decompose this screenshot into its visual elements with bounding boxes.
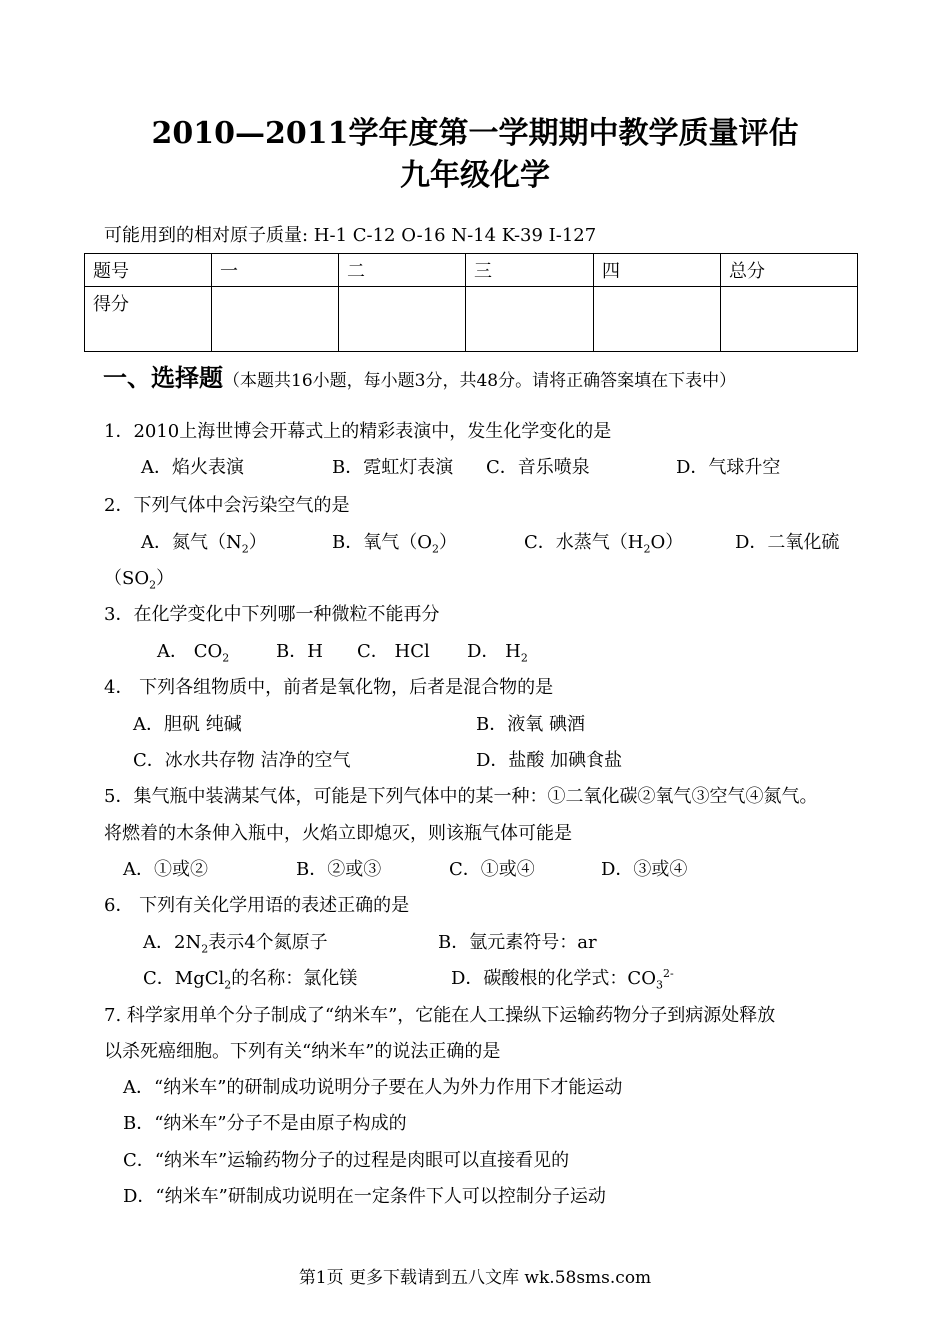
q3-option-c: C． HCl <box>357 641 430 662</box>
q6-option-d: D．碳酸根的化学式：$CO_3^{2-}$ <box>451 967 674 992</box>
q1-option-c: C．音乐喷泉 <box>486 457 590 478</box>
q7-option-d: D．“纳米车”研制成功说明在一定条件下人可以控制分子运动 <box>123 1186 606 1207</box>
q3-option-d: D． $H_2$ <box>467 641 528 665</box>
q7-option-c: C．“纳米车”运输药物分子的过程是肉眼可以直接看见的 <box>123 1150 570 1171</box>
page-footer: 第1页 更多下载请到五八文库 wk.58sms.com <box>298 1268 652 1288</box>
question-5-cont: 将燃着的木条伸入瓶中，火焰立即熄灭，则该瓶气体可能是 <box>104 823 572 844</box>
question-7-cont: 以杀死癌细胞。下列有关“纳米车”的说法正确的是 <box>104 1041 501 1062</box>
q7-option-a: A．“纳米车”的研制成功说明分子要在人为外力作用下才能运动 <box>123 1077 623 1098</box>
score-cell[interactable] <box>721 287 858 352</box>
q1-option-b: B．霓虹灯表演 <box>332 457 454 478</box>
section-title: 一、选择题 <box>103 363 223 392</box>
question-7: 7. 科学家用单个分子制成了“纳米车”，它能在人工操纵下运输药物分子到病源处释放 <box>104 1005 776 1026</box>
q7-option-b: B．“纳米车”分子不是由原子构成的 <box>123 1113 407 1134</box>
table-cell: 三 <box>466 254 594 287</box>
q5-option-a: A．①或② <box>123 859 208 880</box>
score-cell[interactable] <box>212 287 339 352</box>
q3-option-b: B．H <box>276 641 323 662</box>
q2-option-d: D．二氧化硫 <box>735 532 840 553</box>
score-cell[interactable] <box>339 287 466 352</box>
question-6: 6． 下列有关化学用语的表述正确的是 <box>104 895 410 916</box>
q2-option-d-cont: $(SO_2)$ <box>104 568 175 592</box>
table-cell: 二 <box>339 254 466 287</box>
table-cell: 总分 <box>721 254 858 287</box>
question-5: 5．集气瓶中装满某气体，可能是下列气体中的某一种：①二氧化碳②氧气③空气④氮气。 <box>104 786 818 807</box>
q6-option-a: A．$2N_2$表示4个氮原子 <box>143 932 328 956</box>
q4-option-c: C．冰水共存物 洁净的空气 <box>133 750 351 771</box>
q4-option-a: A．胆矾 纯碱 <box>133 714 242 735</box>
q3-option-a: A． $CO_2$ <box>157 641 230 665</box>
score-table-score-row <box>85 287 858 352</box>
q2-option-c: C．水蒸气$(H_2O)$ <box>524 532 684 556</box>
score-table-header-row <box>85 254 858 287</box>
q6-option-b: B．氩元素符号：ar <box>438 932 597 953</box>
q1-option-a: A．焰火表演 <box>141 457 244 478</box>
q2-option-b: B．氧气$(O_2)$ <box>332 532 457 556</box>
table-cell: 得分 <box>85 287 212 352</box>
question-2: 2．下列气体中会污染空气的是 <box>104 495 350 516</box>
q2-option-a: A．氮气$(N_2)$ <box>141 532 267 556</box>
table-cell: 题号 <box>85 254 212 287</box>
page-title: 2010—2011学年度第一学期期中教学质量评估 <box>151 116 799 151</box>
q4-option-b: B．液氧 碘酒 <box>476 714 585 735</box>
score-cell[interactable] <box>594 287 721 352</box>
section-note: （本题共16小题，每小题3分，共48分。请将正确答案填在下表中） <box>223 371 737 391</box>
atomic-masses: 可能用到的相对原子质量: H-1 C-12 O-16 N-14 K-39 I-127 <box>104 225 597 246</box>
page-subtitle: 九年级化学 <box>400 158 550 193</box>
score-table <box>84 253 858 352</box>
q5-option-c: C．①或④ <box>449 859 535 880</box>
table-cell: 一 <box>212 254 339 287</box>
question-1: 1．2010上海世博会开幕式上的精彩表演中，发生化学变化的是 <box>104 421 612 442</box>
score-cell[interactable] <box>466 287 594 352</box>
q4-option-d: D．盐酸 加碘食盐 <box>476 750 623 771</box>
question-3: 3．在化学变化中下列哪一种微粒不能再分 <box>104 604 440 625</box>
table-cell: 四 <box>594 254 721 287</box>
q1-option-d: D．气球升空 <box>676 457 781 478</box>
question-4: 4． 下列各组物质中，前者是氧化物，后者是混合物的是 <box>104 677 554 698</box>
section-heading <box>103 358 736 393</box>
q6-option-c: C．MgCl$_2$的名称：氯化镁 <box>143 968 358 992</box>
q5-option-b: B．②或③ <box>296 859 382 880</box>
q5-option-d: D．③或④ <box>601 859 688 880</box>
